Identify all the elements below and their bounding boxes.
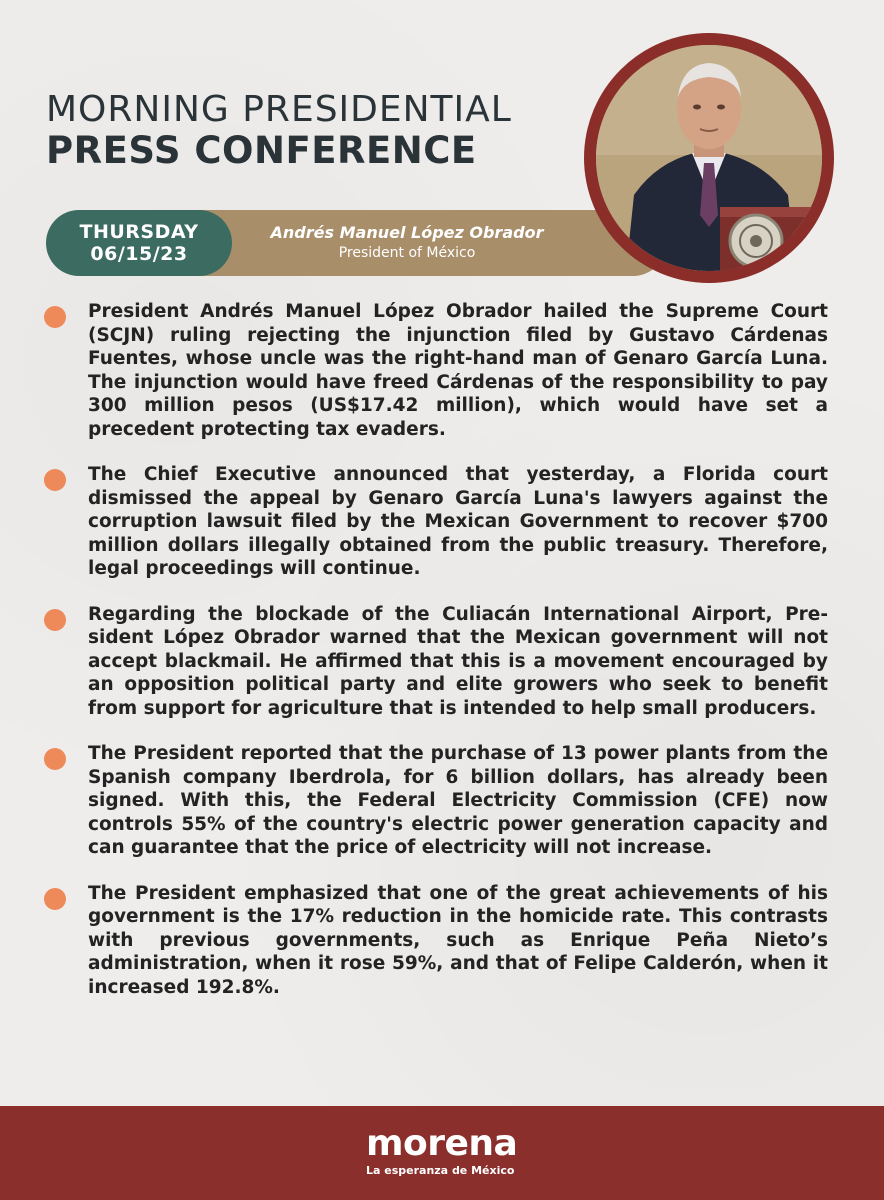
- list-item-text: The Chief Executive announced that yesterday, a Florida court dismissed the appeal by Genaro García Luna's lawyers against the corruption lawsuit filed by the Mexican Government to recover $700 million dollars illegally obtained from the public treasury. Therefore, legal proceedings will continue.: [88, 464, 828, 579]
- orange-dot-icon: [44, 306, 66, 328]
- orange-dot-icon: [44, 888, 66, 910]
- list-item: [44, 603, 828, 721]
- speaker-name: Andrés Manuel López Obrador: [270, 223, 544, 242]
- speaker-photo-frame: [584, 33, 834, 283]
- title-line-1: MORNING PRESIDENTIAL: [46, 89, 512, 130]
- list-item-text: President Andrés Manuel López Obrador hailed the Supreme Court (SCJN) ruling rejecting the injunction filed by Gustavo Cárdenas Fuentes, whose uncle was the right-hand man of Genaro García Luna. The injunction would have freed Cárdenas of the responsibility to pay 300 million pesos (US$17.42 million), which would have set a precedent protecting tax evaders.: [88, 301, 828, 440]
- summary-list: [44, 300, 828, 1021]
- list-item: [44, 882, 828, 1000]
- list-item-text: The President emphasized that one of the great achievements of his government is the 17% reduction in the homicide rate. This contrasts with previous governments, such as Enrique Peña Nieto’s administration, when it rose 59%, and that of Felipe Calderón, when it increased 192.8%.: [88, 882, 828, 998]
- logo-wordmark: morena: [366, 1123, 518, 1164]
- speaker-photo: [596, 45, 822, 271]
- date-label: 06/15/23: [90, 243, 188, 265]
- logo-tagline: La esperanza de México: [366, 1164, 515, 1177]
- orange-dot-icon: [44, 469, 66, 491]
- date-speaker-bar: [46, 210, 686, 276]
- orange-dot-icon: [44, 609, 66, 631]
- speaker-role: President of México: [338, 245, 476, 261]
- speaker-photo-illustration: [596, 45, 822, 271]
- list-item-text: The President reported that the purchase of 13 power plants from the Spanish company Iberdrola, for 6 billion dollars, has already been signed. With this, the Federal Electricity Commission (CFE) now controls 55% of the country's electric power generation capacity and can guarantee that the price of electricity will not increase.: [88, 743, 828, 858]
- list-item-text: Regarding the blockade of the Culiacán International Airport, President López Obrador warned that the Mexican government will not accept blackmail. He affirmed that this is a movement encouraged by an opposition political party and elite growers who seek to benefit from support for agriculture that is intended to help small producers.: [88, 603, 828, 719]
- weekday-label: THURSDAY: [79, 221, 199, 243]
- date-pill: [46, 210, 232, 276]
- page-title: [46, 89, 512, 172]
- title-line-2: PRESS CONFERENCE: [46, 129, 477, 172]
- list-item: [44, 742, 828, 860]
- orange-dot-icon: [44, 748, 66, 770]
- list-item: [44, 463, 828, 581]
- footer-bar: [0, 1106, 884, 1200]
- speaker-info: [242, 210, 572, 276]
- list-item: [44, 300, 828, 441]
- morena-logo: [366, 1123, 526, 1178]
